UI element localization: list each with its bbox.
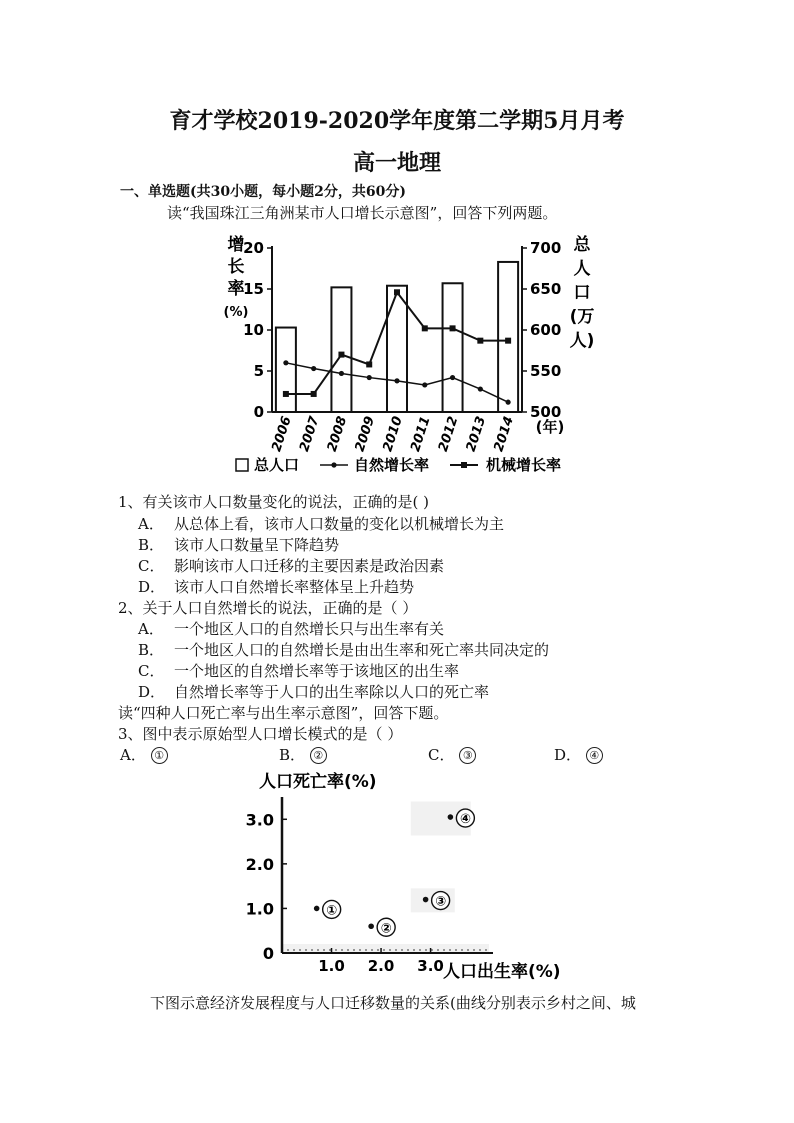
option-text: 一个地区人口的自然增长是由出生率和死亡率共同决定的 (174, 641, 550, 659)
point-自然增长率-2008 (339, 371, 344, 376)
exam-subtitle: 高一地理 (352, 150, 441, 176)
grid-dot (287, 949, 289, 951)
grid-dot (335, 949, 337, 951)
question-3-option-d[interactable] (554, 744, 603, 765)
right-axis-label: 人) (569, 331, 595, 351)
right-tick-label: 550 (530, 362, 562, 380)
option-text: 该市人口数量呈下降趋势 (174, 536, 340, 554)
grid-dot (437, 949, 439, 951)
grid-dot (353, 949, 355, 951)
point-自然增长率-2014 (506, 400, 511, 405)
grid-dot (329, 949, 331, 951)
section-heading: 一、单选题(共30小题，每小题2分，共60分) (120, 184, 406, 200)
x-tick-label: 3.0 (417, 957, 444, 975)
y-tick-label: 2.0 (245, 854, 274, 874)
right-tick-label: 650 (530, 280, 562, 298)
grid-dot (473, 949, 475, 951)
y-tick-label: 3.0 (245, 810, 274, 830)
y-tick-label: 0 (262, 944, 274, 963)
question-3-option-a[interactable] (120, 744, 168, 765)
question-1-option-a[interactable] (138, 513, 504, 534)
left-axis-label: 率 (227, 279, 245, 299)
grid-dot (299, 949, 301, 951)
right-axis-label: 口 (573, 283, 591, 303)
bar-total-population-2010 (387, 286, 407, 412)
right-axis-label: 总 (573, 235, 591, 255)
point-自然增长率-2007 (311, 366, 316, 371)
left-axis-label: (%) (223, 305, 249, 320)
circled-mark: ① (151, 747, 168, 764)
y-axis-label: 人口死亡率(%) (259, 772, 377, 792)
left-axis-label: 增 (227, 235, 245, 255)
point-自然增长率-2006 (283, 360, 288, 365)
question-1-option-c[interactable] (138, 555, 444, 576)
x-tick-label: 2009 (352, 414, 379, 454)
birth-death-rate-chart (235, 765, 595, 990)
scatter-point-③ (423, 897, 429, 903)
legend-bar-swatch (236, 459, 248, 471)
x-tick-label: 1.0 (318, 957, 345, 975)
circled-mark: ③ (459, 747, 476, 764)
grid-dot (401, 949, 403, 951)
scatter-point-① (314, 906, 320, 912)
grid-dot (359, 949, 361, 951)
y-tick-label: 1.0 (245, 899, 274, 919)
option-key: A． (120, 746, 146, 764)
grid-dot (413, 949, 415, 951)
point-机械增长率-2008 (338, 352, 344, 358)
point-机械增长率-2006 (283, 391, 289, 397)
grid-dot (425, 949, 427, 951)
grid-dot (479, 949, 481, 951)
x-tick-label: 2008 (324, 414, 351, 454)
point-机械增长率-2010 (394, 289, 400, 295)
option-key: D． (138, 578, 166, 596)
option-text: 一个地区人口的自然增长只与出生率有关 (174, 620, 445, 638)
left-axis-label: 长 (227, 257, 245, 277)
option-key: B． (279, 746, 306, 764)
point-label-①: ① (326, 903, 338, 919)
option-key: D． (138, 683, 166, 701)
question-2-stem: 2、关于人口自然增长的说法，正确的是（ ） (118, 599, 418, 617)
exam-title: 育才学校2019-2020学年度第二学期5月月考 (169, 108, 625, 134)
point-自然增长率-2012 (450, 375, 455, 380)
point-机械增长率-2013 (477, 338, 483, 344)
x-axis-unit: (年) (535, 418, 565, 436)
x-tick-label: 2011 (408, 414, 434, 454)
x-tick-label: 2012 (435, 414, 462, 454)
option-key: A． (138, 620, 164, 638)
right-axis-label: (万 (569, 307, 595, 327)
option-text: 自然增长率等于人口的出生率除以人口的死亡率 (174, 683, 490, 701)
grid-dot (365, 949, 367, 951)
bar-total-population-2006 (276, 328, 296, 412)
option-key: D． (554, 746, 582, 764)
legend-label: 自然增长率 (354, 456, 430, 474)
circled-mark: ② (310, 747, 327, 764)
question-2-option-b[interactable] (138, 639, 549, 660)
right-tick-label: 500 (530, 403, 562, 421)
grid-dot (419, 949, 421, 951)
grid-dot (305, 949, 307, 951)
x-tick-label: 2006 (269, 414, 295, 454)
left-tick-label: 15 (243, 280, 264, 298)
left-tick-label: 5 (253, 362, 264, 380)
grid-dot (389, 949, 391, 951)
point-自然增长率-2013 (478, 386, 483, 391)
grid-dot (323, 949, 325, 951)
x-tick-label: 2.0 (367, 957, 395, 975)
grid-dot (443, 949, 445, 951)
question-1-option-b[interactable] (138, 534, 339, 555)
grid-dot (371, 949, 373, 951)
grid-dot (293, 949, 295, 951)
point-label-③: ③ (435, 894, 447, 910)
intro-text-3: 下图示意经济发展程度与人口迁移数量的关系(曲线分别表示乡村之间、城 (150, 994, 636, 1012)
scatter-point-② (368, 923, 374, 929)
point-自然增长率-2011 (422, 382, 427, 387)
option-key: C． (138, 662, 165, 680)
question-3-option-c[interactable] (428, 744, 476, 765)
grid-dot (347, 949, 349, 951)
right-tick-label: 600 (530, 321, 562, 339)
grid-dot (449, 949, 451, 951)
question-3-option-b[interactable] (279, 744, 327, 765)
option-text: 影响该市人口迁移的主要因素是政治因素 (174, 557, 445, 575)
grid-dot (317, 949, 319, 951)
x-tick-label: 2013 (463, 414, 490, 454)
population-growth-chart (210, 228, 600, 488)
bar-total-population-2008 (331, 287, 351, 412)
option-text: 该市人口自然增长率整体呈上升趋势 (174, 578, 415, 596)
grid-dot (383, 949, 385, 951)
grid-dot (395, 949, 397, 951)
grid-dot (455, 949, 457, 951)
grid-dot (431, 949, 433, 951)
left-tick-label: 10 (243, 321, 264, 339)
grid-dot (467, 949, 469, 951)
point-机械增长率-2011 (422, 325, 428, 331)
x-tick-label: 2007 (297, 414, 323, 454)
point-机械增长率-2012 (450, 325, 456, 331)
x-axis-label: 人口出生率(%) (443, 962, 561, 982)
point-机械增长率-2007 (311, 391, 317, 397)
grid-dot (341, 949, 343, 951)
question-1-option-d[interactable] (138, 576, 414, 597)
option-key: B． (138, 536, 165, 554)
point-label-②: ② (380, 921, 392, 937)
x-tick-label: 2010 (380, 414, 406, 454)
legend-label: 机械增长率 (486, 456, 562, 474)
grid-dot (377, 949, 379, 951)
point-机械增长率-2009 (366, 361, 372, 367)
point-自然增长率-2009 (367, 375, 372, 380)
question-1-stem: 1、有关该市人口数量变化的说法，正确的是( ) (118, 493, 430, 511)
scatter-point-④ (448, 814, 454, 820)
left-tick-label: 20 (243, 239, 264, 257)
question-2-option-a[interactable] (138, 618, 444, 639)
option-text: 一个地区的自然增长率等于该地区的出生率 (174, 662, 460, 680)
option-key: B． (138, 641, 165, 659)
point-label-④: ④ (459, 812, 471, 828)
option-text: 从总体上看，该市人口数量的变化以机械增长为主 (174, 515, 505, 533)
intro-text-1: 读“我国珠江三角洲某市人口增长示意图”，回答下列两题。 (167, 204, 558, 222)
x-tick-label: 2014 (491, 414, 517, 454)
bar-total-population-2014 (498, 262, 518, 412)
right-tick-label: 700 (530, 239, 562, 257)
question-3-stem: 3、图中表示原始型人口增长模式的是（ ） (118, 725, 403, 743)
circled-mark: ④ (586, 747, 603, 764)
question-2-option-c[interactable] (138, 660, 459, 681)
point-自然增长率-2010 (394, 378, 399, 383)
right-axis-label: 人 (573, 259, 591, 279)
question-2-option-d[interactable] (138, 681, 489, 702)
grid-dot (485, 949, 487, 951)
left-tick-label: 0 (253, 403, 264, 421)
legend-label: 总人口 (254, 456, 300, 474)
intro-text-2: 读“四种人口死亡率与出生率示意图”，回答下题。 (118, 704, 449, 722)
grid-dot (311, 949, 313, 951)
grid-dot (407, 949, 409, 951)
option-key: C． (428, 746, 455, 764)
option-key: C． (138, 557, 165, 575)
point-机械增长率-2014 (505, 338, 511, 344)
legend-dot-swatch (331, 462, 336, 467)
bar-total-population-2012 (443, 283, 463, 412)
grid-dot (461, 949, 463, 951)
dotted-band (282, 944, 489, 953)
option-key: A． (138, 515, 164, 533)
legend-square-swatch (461, 462, 467, 468)
